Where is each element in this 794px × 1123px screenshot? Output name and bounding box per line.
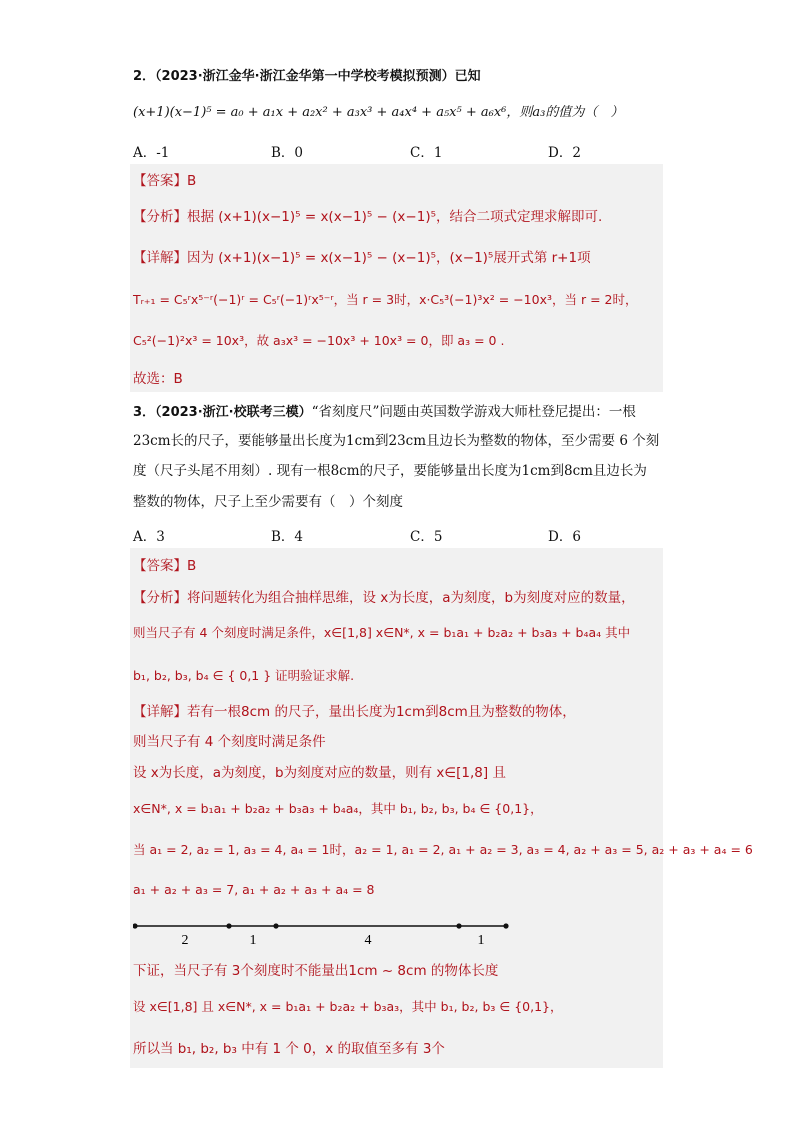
q2-option-a: A．-1 bbox=[133, 145, 170, 161]
q3-option-c: C．5 bbox=[410, 529, 443, 545]
q3-header bbox=[133, 403, 636, 422]
q2-detail-line-1 bbox=[133, 249, 591, 267]
ruler-tick-3 bbox=[456, 923, 461, 928]
q2-analysis-text: 根据 (x+1)(x−1)⁵ = x(x−1)⁵ − (x−1)⁵，结合二项式定理求解即可. bbox=[187, 209, 603, 225]
q3-line-4: 整数的物体，尺子上至少需要有（ ）个刻度 bbox=[133, 494, 403, 510]
q3-option-d: D．6 bbox=[548, 529, 581, 545]
q3-detail-line-8: 设 x∈[1,8] 且 x∈N*, x = b₁a₁ + b₂a₂ + b₃a₃，其中 b₁, b₂, b₃ ∈ {0,1}， bbox=[133, 999, 563, 1014]
q3-analysis-line-2: 则当尺子有 4 个刻度时满足条件，x∈[1,8] x∈N*, x = b₁a₁ + b₂a₂ + b₃a₃ + b₄a₄ 其中 bbox=[133, 625, 631, 640]
ruler-tick-1 bbox=[226, 923, 231, 928]
q2-answer-value: B bbox=[187, 173, 197, 189]
q2-expression: (x+1)(x−1)⁵ = a₀ + a₁x + a₂x² + a₃x³ + a₄x⁴ + a₅x⁵ + a₆x⁶，则a₃的值为（ ） bbox=[133, 105, 624, 120]
ruler-tick-0 bbox=[133, 923, 138, 928]
q3-detail-line-7: 下证，当尺子有 3个刻度时不能量出1cm ~ 8cm 的物体长度 bbox=[133, 963, 499, 979]
q2-detail-line-3: C₅²(−1)²x³ = 10x³，故 a₃x³ = −10x³ + 10x³ = 0，即 a₃ = 0 . bbox=[133, 333, 505, 348]
q3-detail-text-1: 若有一根8cm 的尺子，量出长度为1cm到8cm且为整数的物体， bbox=[187, 704, 576, 720]
ruler-svg bbox=[133, 920, 513, 950]
q2-analysis-label: 【分析】 bbox=[133, 209, 187, 225]
ruler-segment-label-3: 4 bbox=[364, 933, 372, 948]
q2-answer bbox=[133, 172, 196, 190]
ruler-tick-2 bbox=[273, 923, 278, 928]
ruler-segment-label-4: 1 bbox=[477, 933, 485, 948]
q2-detail-label: 【详解】 bbox=[133, 250, 187, 266]
q3-answer-label: 【答案】 bbox=[133, 558, 187, 574]
ruler-tick-4 bbox=[503, 923, 508, 928]
q3-answer-value: B bbox=[187, 558, 197, 574]
q2-header: 2．（2023·浙江金华·浙江金华第一中学校考模拟预测）已知 bbox=[133, 69, 481, 84]
q3-detail-line-9: 所以当 b₁, b₂, b₃ 中有 1 个 0，x 的取值至多有 3个 bbox=[133, 1041, 445, 1057]
q2-analysis bbox=[133, 208, 602, 226]
q2-conclusion: 故选：B bbox=[133, 371, 183, 387]
q2-option-c: C．1 bbox=[410, 145, 443, 161]
q2-detail-line-2: Tᵣ₊₁ = C₅ʳx⁵⁻ʳ(−1)ʳ = C₅ʳ(−1)ʳx⁵⁻ʳ，当 r = 3时，x·C₅³(−1)³x² = −10x³，当 r = 2时， bbox=[133, 292, 638, 307]
ruler-diagram bbox=[133, 920, 513, 954]
q3-detail-label: 【详解】 bbox=[133, 704, 187, 720]
q3-detail-line-6: a₁ + a₂ + a₃ = 7, a₁ + a₂ + a₃ + a₄ = 8 bbox=[133, 882, 375, 897]
q3-detail-line-4: x∈N*, x = b₁a₁ + b₂a₂ + b₃a₃ + b₄a₄，其中 b₁, b₂, b₃, b₄ ∈ {0,1}， bbox=[133, 801, 543, 816]
q2-option-b: B．0 bbox=[271, 145, 304, 161]
q3-line-2: 23cm长的尺子，要能够量出长度为1cm到23cm且边长为整数的物体，至少需要 6 个刻 bbox=[133, 433, 660, 449]
q2-answer-label: 【答案】 bbox=[133, 173, 187, 189]
q2-detail-text-1: 因为 (x+1)(x−1)⁵ = x(x−1)⁵ − (x−1)⁵，(x−1)⁵展开式第 r+1项 bbox=[187, 250, 591, 266]
q3-detail-line-3: 设 x为长度，a为刻度，b为刻度对应的数量，则有 x∈[1,8] 且 bbox=[133, 765, 506, 781]
q3-detail-line-1 bbox=[133, 703, 576, 721]
q3-analysis-text-1: 将问题转化为组合抽样思维，设 x为长度，a为刻度，b为刻度对应的数量， bbox=[187, 590, 635, 606]
q3-detail-line-5: 当 a₁ = 2, a₂ = 1, a₃ = 4, a₄ = 1时，a₂ = 1, a₁ = 2, a₁ + a₂ = 3, a₃ = 4, a₂ + a₃ = 5, a₂ + a₃ + a₄ = 6 bbox=[133, 842, 753, 857]
q3-analysis-label: 【分析】 bbox=[133, 590, 187, 606]
q3-answer bbox=[133, 557, 196, 575]
q2-solution-block bbox=[130, 164, 663, 392]
ruler-segment-label-1: 2 bbox=[181, 933, 189, 948]
q3-option-b: B．4 bbox=[271, 529, 304, 545]
q3-header-text: “省刻度尺”问题由英国数学游戏大师杜登尼提出：一根 bbox=[311, 404, 636, 420]
ruler-segment-label-2: 1 bbox=[249, 933, 257, 948]
q3-analysis-line-3: b₁, b₂, b₃, b₄ ∈ { 0,1 } 证明验证求解. bbox=[133, 668, 355, 683]
q2-option-d: D．2 bbox=[548, 145, 581, 161]
q3-header-number: 3．（2023·浙江·校联考三模） bbox=[133, 405, 312, 420]
q3-detail-line-2: 则当尺子有 4 个刻度时满足条件 bbox=[133, 734, 326, 750]
q3-analysis-line-1 bbox=[133, 589, 635, 607]
q3-option-a: A．3 bbox=[133, 529, 165, 545]
q3-line-3: 度（尺子头尾不用刻）. 现有一根8cm的尺子，要能够量出长度为1cm到8cm且边长为 bbox=[133, 463, 647, 479]
